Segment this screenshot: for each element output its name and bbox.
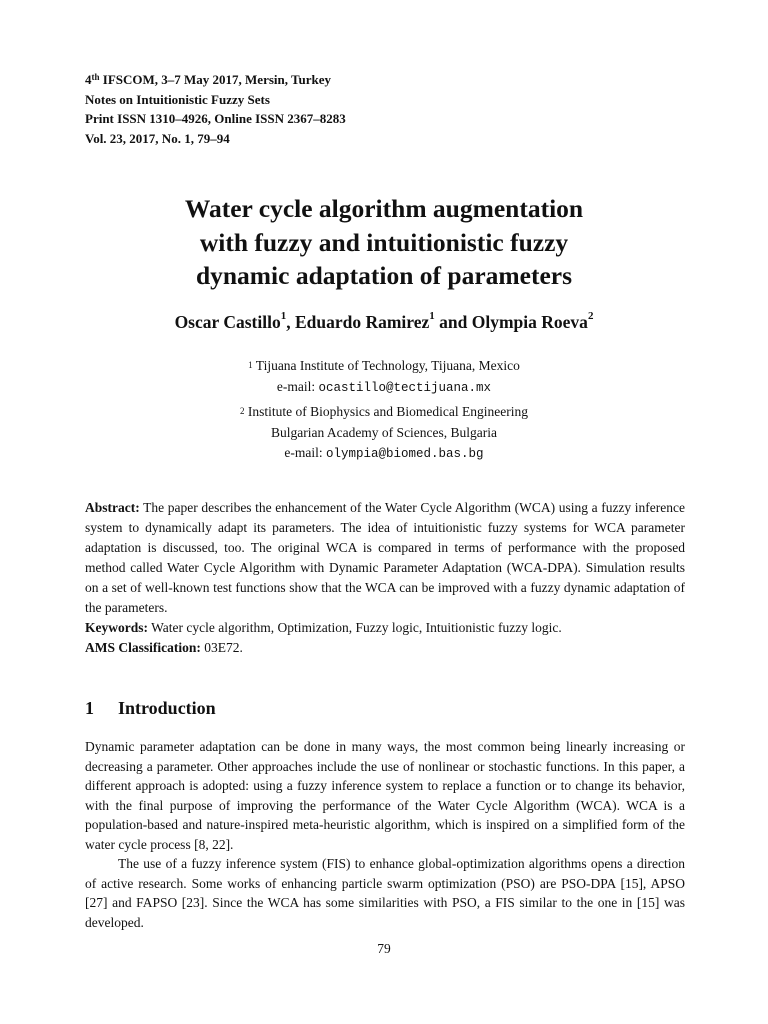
keywords-text: Water cycle algorithm, Optimization, Fuzzy logic, Intuitionistic fuzzy logic. — [151, 620, 562, 635]
email-label: e-mail: — [276, 378, 319, 394]
conference-line — [85, 70, 346, 90]
introduction-body — [85, 737, 685, 932]
affiliation-2 — [0, 402, 768, 465]
section-title: Introduction — [118, 698, 216, 718]
title-line-1: Water cycle algorithm augmentation — [184, 194, 584, 223]
paper-title — [0, 192, 768, 293]
section-number: 1 — [85, 698, 94, 718]
section-heading — [85, 698, 216, 719]
abstract-text: The paper describes the enhancement of the Water Cycle Algorithm (WCA) using a fuzzy inference system to dynamically adapt its parameters. The idea of intuitionistic fuzzy systems for WCA parameter adaptation is discussed, too. The original WCA is compared in terms of performance with the proposed method called Water Cycle Algorithm with Dynamic Parameter Adaptation (WCA-DPA). Simulation results on a set of well-known test functions show that the WCA can be improved with a fuzzy dynamic adaptation of the parameters. — [85, 500, 686, 615]
journal-name: Notes on Intuitionistic Fuzzy Sets — [85, 91, 270, 107]
ams-label: AMS Classification: — [85, 640, 201, 655]
affiliation-1 — [0, 356, 768, 398]
ordinal-superscript: th — [91, 72, 100, 82]
email-link[interactable]: olympia@biomed.bas.bg — [326, 447, 484, 461]
affiliation-2-name: Institute of Biophysics and Biomedical Engineering — [247, 404, 528, 419]
conference-details: IFSCOM, 3–7 May 2017, Mersin, Turkey — [99, 72, 331, 87]
abstract-block — [85, 498, 685, 658]
affiliation-1-marker: 1 — [248, 360, 253, 370]
volume-line: Vol. 23, 2017, No. 1, 79–94 — [85, 130, 230, 146]
author-list — [0, 312, 768, 333]
author-3-affil: 2 — [587, 310, 594, 322]
author-1-affil: 1 — [280, 310, 287, 322]
author-separator: , — [286, 312, 295, 332]
title-line-3: dynamic adaptation of parameters — [195, 261, 573, 290]
author-separator: and — [434, 312, 472, 332]
author-1: Oscar Castillo — [174, 312, 281, 332]
ams-text: 03E72. — [204, 640, 243, 655]
author-2: Eduardo Ramirez — [294, 312, 430, 332]
author-2-affil: 1 — [429, 310, 435, 322]
paragraph: The use of a fuzzy inference system (FIS) to enhance global-optimization algorithms opens a direction of active research. Some works of enhancing particle swarm optimization (PSO) are PSO-DPA [15], APSO [27] and FAPSO [23]. Since the WCA has some similarities with PSO, a FIS similar to the one in [15] was developed. — [85, 856, 685, 930]
paragraph: Dynamic parameter adaptation can be done in many ways, the most common being linearly increasing or decreasing a parameter. Other approaches include the use of nonlinear or stochastic functions. In this paper, a different approach is adopted: using a fuzzy inference system to replace a function or to change its behavior, with the final purpose of improving the performance of the Water Cycle Algorithm (WCA). WCA is a population-based and nature-inspired meta-heuristic algorithm, which is inspired on a simplified form of the water cycle process [8, 22]. — [85, 739, 685, 852]
abstract-label: Abstract: — [85, 500, 140, 515]
affiliation-2-name-line-2: Bulgarian Academy of Sciences, Bulgaria — [270, 424, 498, 440]
affiliation-1-name: Tijuana Institute of Technology, Tijuana, Mexico — [255, 358, 520, 373]
title-line-2: with fuzzy and intuitionistic fuzzy — [199, 227, 569, 257]
journal-header — [85, 70, 346, 148]
affiliation-2-marker: 2 — [240, 406, 245, 416]
author-3: Olympia Roeva — [471, 312, 588, 332]
issn-line: Print ISSN 1310–4926, Online ISSN 2367–8283 — [85, 111, 346, 126]
email-label: e-mail: — [284, 445, 327, 460]
email-link[interactable]: ocastillo@tectijuana.mx — [318, 380, 492, 395]
keywords-label: Keywords: — [85, 620, 148, 635]
page-number: 79 — [377, 941, 391, 956]
conference-number: 4 — [85, 72, 92, 87]
